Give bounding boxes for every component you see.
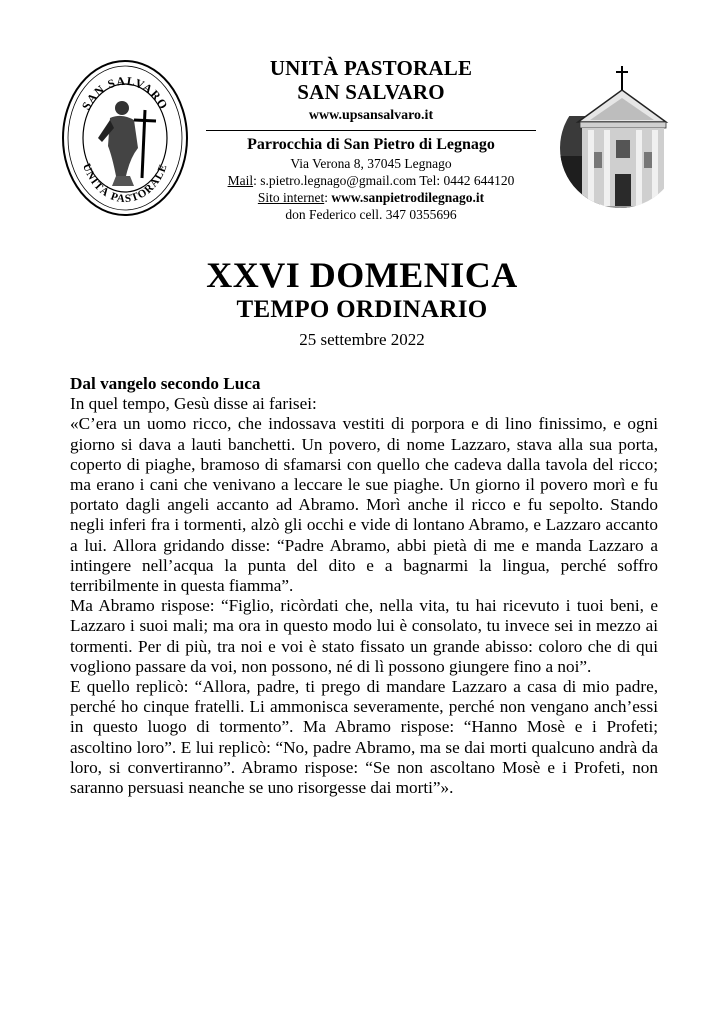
site-label: Sito internet xyxy=(257,190,325,205)
page-date: 25 settembre 2022 xyxy=(299,330,425,349)
mail-value[interactable]: : s.pietro.legnago@gmail.com Tel: 0442 644120 xyxy=(253,173,515,188)
site-line xyxy=(196,189,546,206)
org-name-line2: SAN SALVARO xyxy=(297,80,445,104)
gospel-source: Dal vangelo secondo Luca xyxy=(70,374,261,393)
parish-address: Via Verona 8, 37045 Legnago xyxy=(290,156,452,171)
church-photo xyxy=(560,56,680,214)
gospel-intro: In quel tempo, Gesù disse ai farisei: xyxy=(70,394,317,414)
parish-name: Parrocchia di San Pietro di Legnago xyxy=(247,136,495,153)
gospel-paragraph: «C’era un uomo ricco, che indossava vestiti di porpora e di lino finissimo, e ogni giorno si dava a lauti banchetti. Un povero, di nome Lazzaro, stava alla sua porta, coperto di piaghe, bramoso di sfamarsi con quello che cadeva dalla tavola del ricco; ma erano i cani che venivano a leccare le sue piaghe. Un giorno il povero morì e fu portato dagli angeli accanto ad Abramo. Morì anche il ricco e fu sepolto. Stando negli inferi fra i tormenti, alzò gli occhi e vide di lontano Abramo, e Lazzaro accanto a lui. Allora gridando disse: “Padre Abramo, abbi pietà di me e manda Lazzaro a intingere nell’acqua la punta del dito e a bagnarmi la lingua, perché soffro terribilmente in questa fiamma”. xyxy=(70,414,658,596)
site-value[interactable]: www.sanpietrodilegnago.it xyxy=(331,190,485,205)
site-separator: : xyxy=(324,190,332,205)
org-website[interactable]: www.upsansalvaro.it xyxy=(308,108,434,123)
gospel-paragraph: Ma Abramo rispose: “Figlio, ricòrdati che, nella vita, tu hai ricevuto i tuoi beni, e Lazzaro i suoi mali; ma ora in questo modo lui è consolato, tu invece sei in mezzo ai tormenti. Per di più, tra noi e voi è stato fissato un grande abisso: coloro che di qui vogliono passare da voi, non possono, né di lì possono giungere fino a noi”. xyxy=(70,596,658,676)
header-block xyxy=(196,56,546,223)
org-name-line1: UNITÀ PASTORALE xyxy=(269,56,473,80)
seal-text-bottom: UNITÀ PASTORALE xyxy=(80,161,170,206)
seal-text-top: SAN SALVARO xyxy=(78,73,172,113)
mail-label: Mail xyxy=(227,173,254,188)
parish-seal-logo xyxy=(60,58,190,218)
gospel-paragraph: E quello replicò: “Allora, padre, ti prego di mandare Lazzaro a casa di mio padre, perché ho cinque fratelli. Li ammonisca severamente, perché non vengano anch’essi in questo luogo di tormento”. Ma Abramo rispose: “Hanno Mosè e i Profeti; ascoltino loro”. E lui replicò: “No, padre Abramo, ma se dai morti qualcuno andrà da loro, si convertiranno”. Abramo rispose: “Se non ascoltano Mosè e i Profeti, non saranno persuasi neanche se uno risorgesse dai morti”». xyxy=(70,677,658,798)
page-subtitle: TEMPO ORDINARIO xyxy=(236,296,488,323)
page-title: XXVI DOMENICA xyxy=(206,255,518,295)
gospel-reading xyxy=(70,374,658,798)
contact-line xyxy=(196,172,546,189)
priest-contact: don Federico cell. 347 0355696 xyxy=(285,207,457,222)
header-divider xyxy=(206,130,536,131)
